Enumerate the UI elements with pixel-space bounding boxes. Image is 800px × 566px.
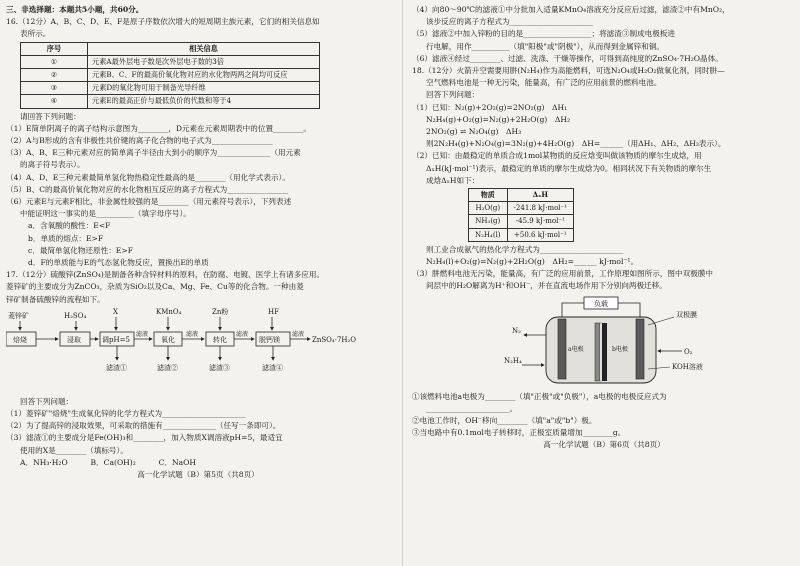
page-footer-right: 高一化学试题（B）第6页（共8页）: [543, 440, 665, 450]
q17-stem-2: 菱锌矿的主要成分为ZnCO₃，杂质为SiO₂以及Ca、Mg、Fe、Cu等的化合物。一种由菱: [6, 282, 304, 292]
q18-part-3e: ②电池工作时，OH⁻移向________（填"a"或"b"）极。: [412, 416, 597, 426]
q16-ask: 请回答下列问题：: [20, 111, 81, 121]
svg-text:调pH=5: 调pH=5: [102, 335, 130, 344]
svg-text:浸取: 浸取: [67, 335, 81, 344]
dh-header-substance: 物质: [469, 189, 508, 202]
n2h4-label: N₂H₄: [504, 356, 522, 365]
flow-zn-label: Zn粉: [212, 307, 229, 316]
q17-part-4b: 该步反应的离子方程式为______________________: [426, 17, 594, 27]
q16-stem-1: 16.（12分）A、B、C、D、E、F是原子序数依次增大的短周期主族元素，它们的相关信息如: [6, 17, 320, 27]
q16-part-3: （3）A、B、E三种元素对应的简单离子半径由大到小的顺序为______________（用元素: [6, 148, 301, 158]
page-footer-left: 高一化学试题（B）第5页（共8页）: [137, 470, 259, 480]
q18-equation: 2NO₂(g) ⇌ N₂O₄(g) ΔH₃: [426, 127, 522, 137]
flow-h2so4-label: H₂SO₄: [64, 311, 87, 320]
bipolar-membrane-label: 双极膜: [676, 310, 697, 319]
q17-part-5: （5）滤液②中加入锌粉的目的是__________________；将滤渣③制成电极板进: [412, 29, 676, 39]
q16-stem-2: 表所示。: [20, 29, 51, 39]
zinc-flowchart: [6, 308, 390, 394]
q16-part-4: （4）A、D、E三种元素最简单氢化物热稳定性最高的是________（用化学式表示）。: [6, 172, 290, 182]
q16-part-6: （6）元素E与元素F相比，非金属性较强的是________（用元素符号表示），下列表述: [6, 197, 292, 207]
q17-part-6: （6）滤液④经过________、过滤、洗涤、干燥等操作，可得到高纯度的ZnSO₄·7H₂O晶体。: [412, 53, 723, 63]
enthalpy-table: [468, 188, 574, 242]
table-row: H₂O(g) -241.8 kJ·mol⁻¹: [469, 202, 574, 215]
koh-label: KOH溶液: [672, 362, 703, 371]
q17-stem-3: 锌矿制备硫酸锌的流程如下。: [6, 294, 105, 304]
flow-roast-box: [6, 332, 36, 346]
q18-part-3f: ③当电路中有0.1mol电子转移时，正极室质量增加________g。: [412, 428, 626, 438]
flow-kmno4-label: KMnO₄: [156, 307, 182, 316]
q17-stem-1: 17.（12分）硫酸锌(ZnSO₄)是制备各种含锌材料的原料，在防腐、电镀、医学上有诸多应用。: [6, 270, 325, 280]
section-heading: 三、非选择题：本题共5小题，共60分。: [6, 5, 144, 14]
q16-info-table: [20, 42, 320, 109]
q16-option: b．单质的熔点：E>F: [28, 233, 104, 243]
q17-ask: 回答下列问题：: [20, 396, 74, 406]
q18-equation: （1）已知：N₂(g)+2O₂(g)=2NO₂(g) ΔH₁: [412, 102, 568, 112]
table-header-info: 相关信息: [88, 42, 320, 55]
fuel-cell-diagram: [412, 295, 796, 389]
q18-part-3: （3）肼燃料电池无污染，能量高，有广泛的应用前景，工作原理如图所示，图中双极膜中: [412, 269, 713, 279]
table-row: ① 元素A最外层电子数是次外层电子数的3倍: [21, 55, 320, 68]
q18-ask: 回答下列问题：: [426, 90, 480, 100]
flow-ore-label: 菱锌矿: [8, 311, 29, 320]
q17-part-3b: 使用的X是________（填标号）。: [20, 445, 128, 455]
q17-part-1: （1）菱锌矿"焙烧"生成氧化锌的化学方程式为______________________: [6, 409, 246, 419]
dh-header-value: ΔₓH: [507, 189, 574, 202]
load-box: [584, 297, 618, 309]
n2-label: N₂: [512, 326, 521, 335]
q17-part-3: （3）滤渣①的主要成分是Fe(OH)₃和________，加入物质X调溶液pH=5，最适宜: [6, 433, 283, 443]
q16-part-2: （2）A与B形成的含有非极性共价键的离子化合物的电子式为________________: [6, 136, 273, 146]
q18-equation: 则2N₂H₄(g)+N₂O₄(g)=3N₂(g)+4H₂O(g) ΔH=______（用ΔH₁、ΔH₂、ΔH₃表示）。: [426, 139, 726, 149]
right-page: [412, 4, 796, 452]
table-row: ② 元素B、C、F的最高价氧化物对应的水化物两两之间均可反应: [21, 69, 320, 82]
q18-part-2: （2）已知：由最稳定的单质合成1mol某物质的反应焓变叫做该物质的摩尔生成焓，用: [412, 151, 702, 161]
flow-trans-box: [206, 332, 234, 346]
q18-part-2b: ΔₓH(kJ·mol⁻¹)表示，最稳定的单质的摩尔生成焓为0。相同状况下有关物质的摩尔生: [426, 163, 712, 173]
page-divider: [402, 0, 403, 566]
q18-stem-2: 空气燃料电池是一种无污染，能量高，有广泛的应用前景的燃料电池。: [426, 78, 662, 88]
flow-adjust-box: [100, 332, 134, 346]
cell-tank: [546, 317, 656, 383]
q16-option: a．含氧酸的酸性：E<F: [28, 221, 111, 231]
svg-text:焙烧: 焙烧: [13, 335, 27, 344]
table-header-no: 序号: [21, 42, 88, 55]
flow-hf-label: HF: [268, 307, 279, 316]
flow-residue-3: 滤渣③: [209, 363, 230, 372]
q17-part-2: （2）为了提高锌的浸取效果，可采取的措施有______________（任写一条即可）。: [6, 421, 281, 431]
q17-part-4: （4）向80～90℃的滤液①中分批加入适量KMnO₄溶液充分反应后过滤，滤渣②中有MnO₂，: [412, 5, 730, 14]
q16-part-5: （5）B、C的最高价氧化物对应的水化物相互反应的离子方程式为________________: [6, 184, 288, 194]
q18-part-3c: ①该燃料电池a电极为________（填"正极"或"负极"），a电极的电极反应式为: [412, 391, 667, 401]
svg-text:氧化: 氧化: [161, 335, 175, 344]
flow-leach-box: [60, 332, 90, 346]
flow-residue-4: 滤渣④: [262, 363, 283, 372]
table-row: N₂H₄(l) +50.6 kJ·mol⁻¹: [469, 228, 574, 241]
q18-stem-1: 18.（12分）火箭升空需要用肼(N₂H₄)作为高能燃料，可选N₂O₄或H₂O₂做氧化剂，同时肼—: [412, 66, 725, 76]
q16-part-3b: 的离子符号表示）。: [20, 160, 85, 170]
q18-equation: N₂H₄(g)+O₂(g)=N₂(g)+2H₂O(g) ΔH₂: [426, 114, 571, 124]
q17-part-3-options: A．NH₃·H₂O B．Ca(OH)₂ C．NaOH: [20, 457, 197, 467]
flow-filtrate-1: 滤液: [136, 330, 149, 338]
o2-label: O₂: [684, 347, 693, 356]
table-row: ④ 元素E的最高正价与最低负价的代数和等于4: [21, 95, 320, 108]
q18-part-2c: 成焓ΔₓH如下：: [426, 175, 480, 185]
flow-filtrate-2: 滤液: [186, 330, 199, 338]
left-page: [6, 4, 390, 481]
flow-product: ZnSO₄·7H₂O: [312, 335, 357, 344]
q16-part-1: （1）E简单阴离子的离子结构示意图为________，D元素在元素周期表中的位置________。: [6, 123, 312, 133]
q16-option: c．最简单氢化物还原性：E>F: [28, 245, 133, 255]
flow-x-label: X: [113, 307, 118, 316]
q18-part-3d: ______________________。: [426, 403, 518, 413]
flow-filtrate-3: 滤液: [236, 330, 249, 338]
flow-oxid-box: [154, 332, 182, 346]
q18-part-3b: 间层中的H₂O解离为H⁺和OH⁻，并在直流电场作用下分别向两极迁移。: [426, 281, 667, 291]
q16-option: d．F的单质能与E的气态氢化物反应，置换出E的单质: [28, 258, 209, 268]
flow-residue-2: 滤渣②: [157, 363, 178, 372]
svg-text:脱钙镁: 脱钙镁: [259, 335, 280, 344]
table-row: ③ 元素D的氧化物可用于制备光导纤维: [21, 82, 320, 95]
svg-text:负载: 负载: [594, 299, 608, 308]
q16-part-6b: 中能证明这一事实的是__________（填字母序号）。: [20, 209, 191, 219]
flow-filtrate-4: 滤液: [292, 330, 305, 338]
flow-residue-1: 滤渣①: [106, 363, 127, 372]
q18-part-2e: N₂H₄(l)+O₂(g)=N₂(g)+2H₂O(g) ΔH₂=______ kJ·mol⁻¹。: [426, 257, 639, 267]
q17-part-5b: 行电解，用作__________（填"阳极"或"阴极"），从而得到金属锌和铜。: [426, 41, 664, 51]
svg-text:转化: 转化: [213, 335, 227, 344]
electrode-b-label: b电极: [612, 345, 628, 353]
table-row: NH₃(g) -45.9 kJ·mol⁻¹: [469, 215, 574, 228]
flow-demg-box: [256, 332, 290, 346]
q18-part-2d: 则工业合成氨气的热化学方程式为______________________: [426, 244, 624, 254]
electrode-a-label: a电极: [568, 345, 584, 353]
